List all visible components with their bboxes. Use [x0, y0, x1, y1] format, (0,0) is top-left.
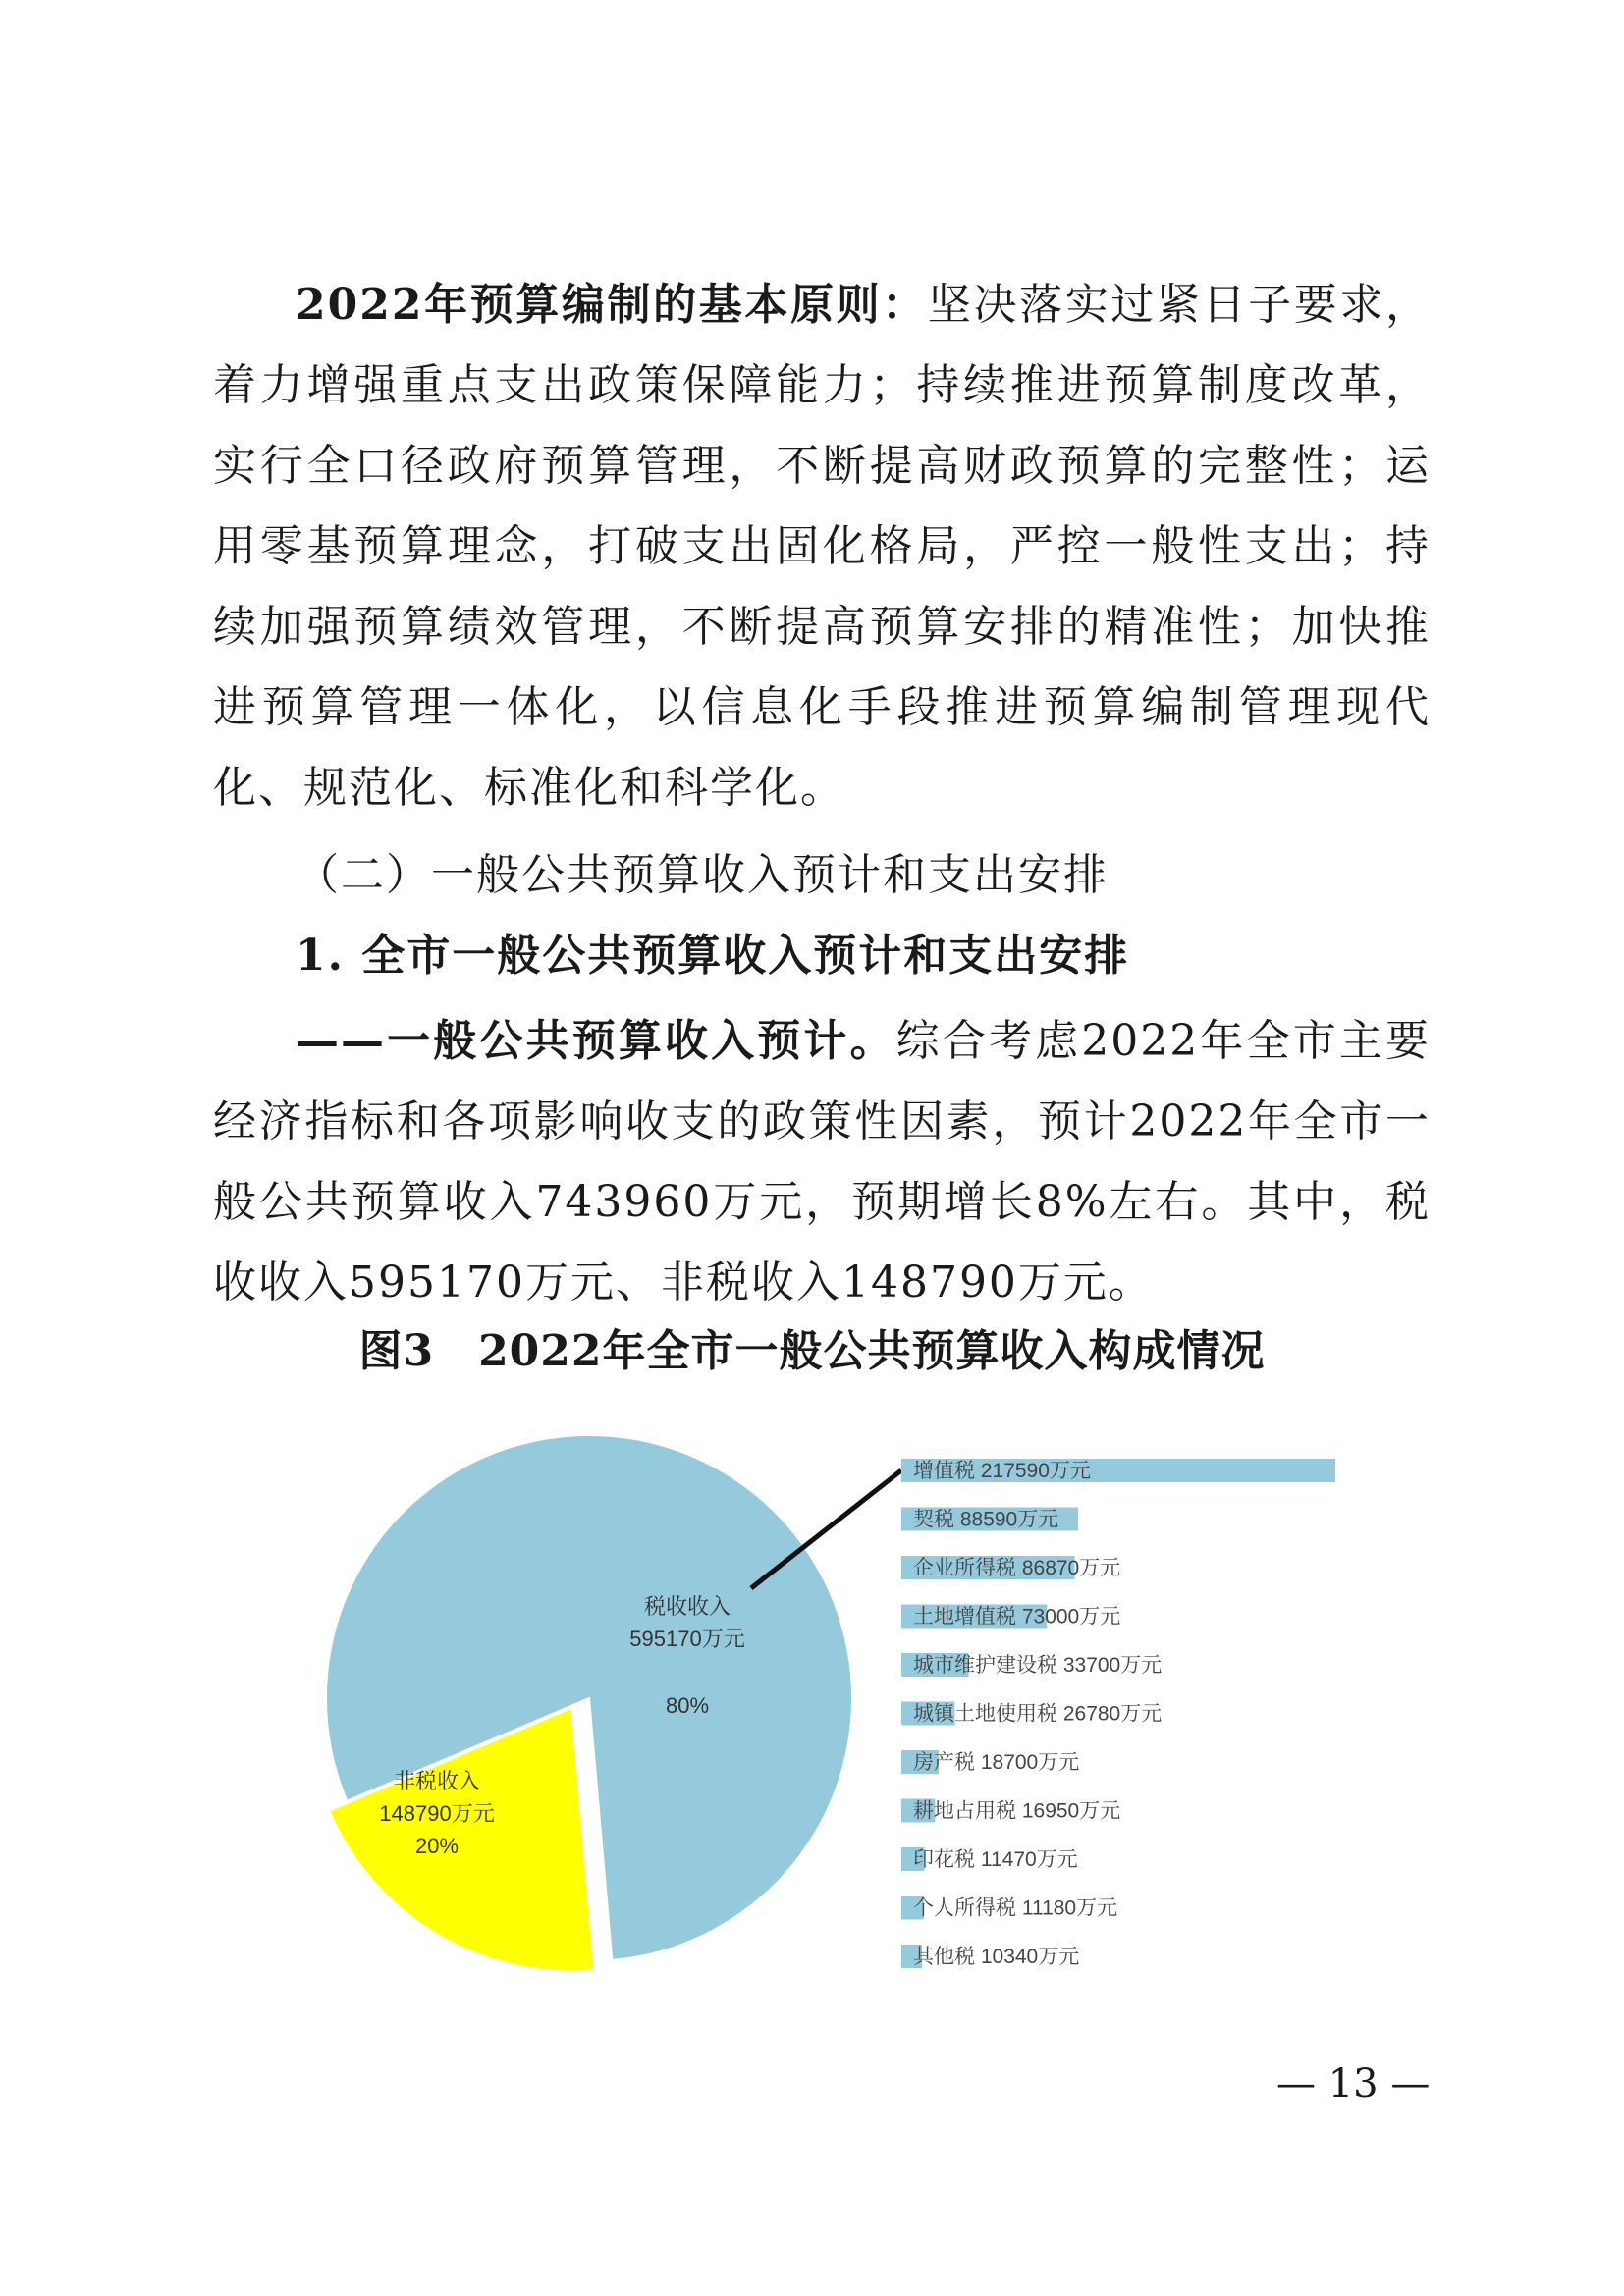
tax-slice-percent: 80% [665, 1693, 710, 1718]
bar-label-3: 企业所得税 86870万元 [913, 1557, 1121, 1579]
tax-slice-name: 税收收入 [643, 1594, 731, 1619]
nontax-slice-name: 非税收入 [393, 1769, 481, 1793]
bar-label-9: 印花税 11470万元 [913, 1848, 1078, 1871]
principles-lead: 2022年预算编制的基本原则： [296, 280, 928, 330]
nontax-slice-value: 148790万元 [379, 1801, 495, 1826]
bar-label-11: 其他税 10340万元 [913, 1946, 1080, 1968]
bar-label-8: 耕地占用税 16950万元 [913, 1799, 1121, 1823]
page-number: — 13 — [1276, 2061, 1431, 2107]
revenue-body: 综合考虑2022年全市主要经济指标和各项影响收支的政策性因素，预计2022年全市一般公共预算收入743960万元，预期增长8%左右。其中，税收收入595170万元、非税收入148790万元。 [213, 1016, 1432, 1308]
bar-label-10: 个人所得税 11180万元 [913, 1896, 1118, 1920]
nontax-slice-percent: 20% [414, 1834, 460, 1858]
section-heading-2: （二）一般公共预算收入预计和支出安排 [296, 850, 1109, 900]
principles-body: 坚决落实过紧日子要求，着力增强重点支出政策保障能力；持续推进预算制度改革，实行全口径政府预算管理，不断提高财政预算的完整性；运用零基预算理念，打破支出固化格局，严控一般性支出；持续加强预算绩效管理，不断提高预算安排的精准性；加快推进预算管理一体化，以信息化手段推进预算编制管理现代化、规范化、标准化和科学化。 [213, 280, 1431, 813]
tax-slice-value: 595170万元 [629, 1627, 745, 1651]
section-heading-3: 1. 全市一般公共预算收入预计和支出安排 [296, 931, 1130, 981]
bar-label-7: 房产税 18700万元 [913, 1751, 1080, 1774]
bar-label-1: 增值税 217590万元 [913, 1460, 1091, 1482]
bar-label-4: 土地增值税 73000万元 [913, 1605, 1121, 1629]
revenue-lead: ——一般公共预算收入预计。 [296, 1016, 896, 1066]
bar-label-2: 契税 88590万元 [913, 1508, 1059, 1531]
bar-label-5: 城市维护建设税 33700万元 [913, 1654, 1163, 1677]
figure-title: 图3 2022年全市一般公共预算收入构成情况 [358, 1326, 1266, 1376]
bar-label-6: 城镇土地使用税 26780万元 [913, 1702, 1163, 1726]
